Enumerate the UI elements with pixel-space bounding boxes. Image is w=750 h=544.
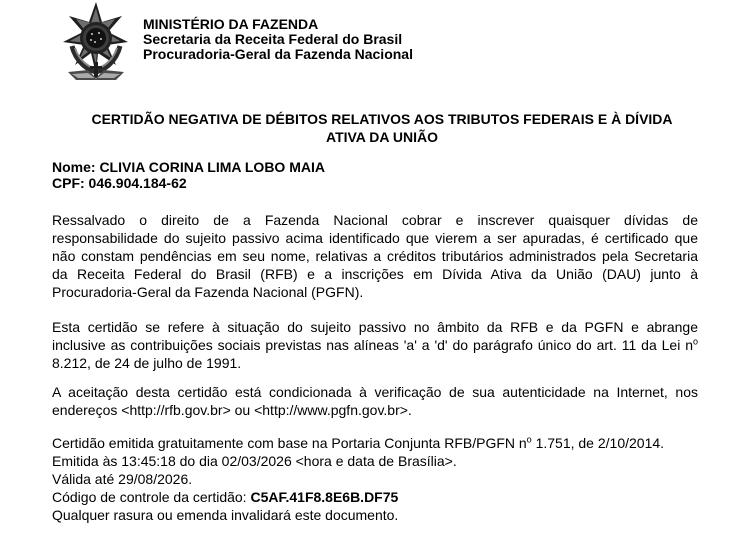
document-header — [58, 0, 413, 82]
paragraph-authenticity — [52, 383, 698, 419]
paragraph-line: Ressalvado o direito de a Fazenda Nacional cobrar e inscrever quaisquer dívidas de — [52, 212, 698, 228]
tamper-warning: Qualquer rasura ou emenda invalidará este documento. — [52, 507, 399, 523]
title-line-1: CERTIDÃO NEGATIVA DE DÉBITOS RELATIVOS AOS TRIBUTOS FEDERAIS E À DÍVIDA — [91, 111, 673, 127]
paragraph-line: não constam pendências em seu nome, relativas a créditos tributários administrados pela Secretaria — [52, 248, 698, 264]
title-line-2: ATIVA DA UNIÃO — [326, 129, 438, 145]
ordinal-indicator: o — [526, 434, 532, 445]
paragraph-line: endereços <http://rfb.gov.br> ou <http://www.pgfn.gov.br>. — [52, 402, 412, 418]
control-code-row — [52, 488, 698, 506]
secretariat-name: Secretaria da Receita Federal do Brasil — [143, 30, 403, 47]
certificate-title — [68, 110, 696, 146]
control-code-label: Código de controle da certidão: — [52, 489, 251, 505]
paragraph-line: Procuradoria-Geral da Fazenda Nacional (PGFN). — [52, 284, 364, 300]
paragraph-line: 8.212, de 24 de julho de 1991. — [52, 355, 242, 371]
issuance-details — [52, 434, 698, 524]
issuance-basis-date: 1.751, de 2/10/2014. — [531, 435, 665, 451]
paragraph-line — [52, 336, 698, 354]
issued-at: Emitida às 13:45:18 do dia 02/03/2026 <hora e data de Brasília>. — [52, 453, 457, 469]
taxpayer-identification — [52, 159, 325, 191]
brazil-coat-of-arms-icon — [58, 0, 134, 82]
ordinal-indicator: o — [692, 336, 698, 347]
issuance-basis-text: Certidão emitida gratuitamente com base na Portaria Conjunta RFB/PGFN n — [52, 435, 527, 451]
valid-until: Válida até 29/08/2026. — [52, 471, 193, 487]
taxpayer-name: Nome: CLIVIA CORINA LIMA LOBO MAIA — [52, 159, 325, 175]
taxpayer-cpf: CPF: 046.904.184-62 — [52, 175, 187, 191]
paragraph-certification — [52, 211, 698, 301]
agency-block — [143, 17, 413, 62]
control-code-value: C5AF.41F8.8E6B.DF75 — [250, 489, 399, 505]
ministry-name: MINISTÉRIO DA FAZENDA — [143, 15, 319, 32]
issuance-basis — [52, 434, 698, 452]
paragraph-line: Esta certidão se refere à situação do sujeito passivo no âmbito da RFB e da PGFN e abrange — [52, 319, 698, 335]
paragraph-scope — [52, 318, 698, 372]
attorney-office-name: Procuradoria-Geral da Fazenda Nacional — [143, 45, 413, 62]
paragraph-line: A aceitação desta certidão está condicionada à verificação de sua autenticidade na Internet, nos — [52, 384, 698, 400]
paragraph-line: responsabilidade do sujeito passivo acima identificado que vierem a ser apuradas, é certificado que — [52, 230, 698, 246]
paragraph-line-text: inclusive as contribuições sociais previstas nas alíneas 'a' a 'd' do parágrafo único do art. 11 da Lei n — [52, 337, 693, 353]
paragraph-line: da Receita Federal do Brasil (RFB) e a inscrições em Dívida Ativa da União (DAU) junto à — [52, 266, 698, 282]
